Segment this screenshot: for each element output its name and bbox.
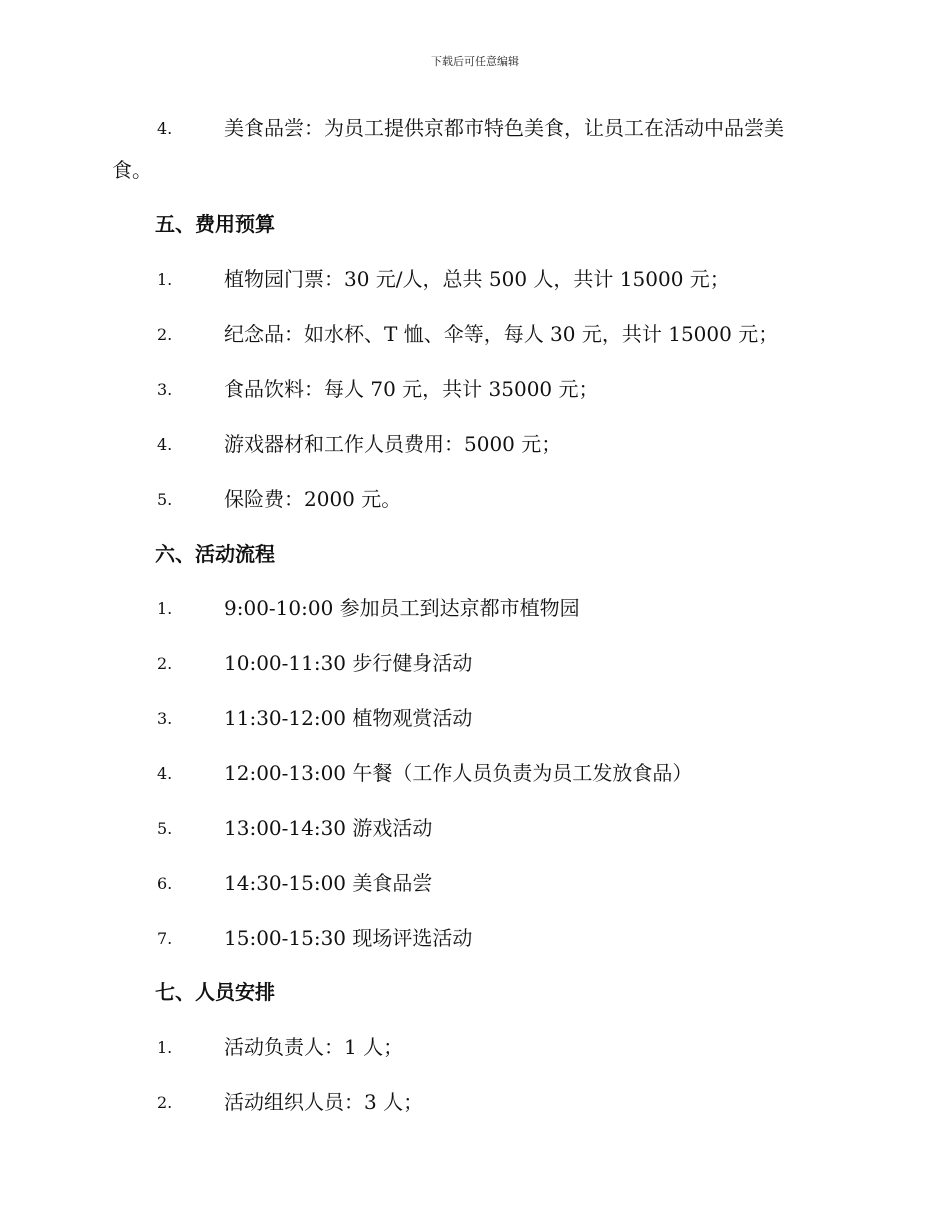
section-heading-process: 六、活动流程 <box>155 542 275 566</box>
list-number: 1. <box>157 1038 173 1057</box>
list-number: 6. <box>157 874 173 893</box>
list-item-text: 14:30-15:00 美食品尝 <box>224 871 433 895</box>
list-item-text: 活动组织人员：3 人； <box>224 1090 424 1114</box>
list-number: 4. <box>157 119 173 138</box>
list-number: 2. <box>157 325 173 344</box>
list-item-text: 保险费：2000 元。 <box>224 487 402 511</box>
list-item-text: 10:00-11:30 步行健身活动 <box>224 651 473 675</box>
list-number: 7. <box>157 929 173 948</box>
list-item-text: 纪念品：如水杯、T 恤、伞等，每人 30 元，共计 15000 元； <box>224 322 779 346</box>
list-number: 3. <box>157 380 173 399</box>
section-heading-staff: 七、人员安排 <box>155 980 275 1004</box>
list-number: 2. <box>157 654 173 673</box>
list-item-text: 活动负责人：1 人； <box>224 1035 404 1059</box>
list-number: 1. <box>157 599 173 618</box>
list-item-text: 12:00-13:00 午餐（工作人员负责为员工发放食品） <box>224 761 693 785</box>
page-header: 下载后可任意编辑 <box>431 55 519 68</box>
list-item-text: 植物园门票：30 元/人，总共 500 人，共计 15000 元； <box>224 267 730 291</box>
list-item-text: 美食品尝：为员工提供京都市特色美食，让员工在活动中品尝美 <box>224 116 784 140</box>
list-number: 3. <box>157 709 173 728</box>
list-number: 5. <box>157 490 173 509</box>
list-number: 1. <box>157 270 173 289</box>
list-item-text: 9:00-10:00 参加员工到达京都市植物园 <box>224 596 580 620</box>
list-item-text: 游戏器材和工作人员费用：5000 元； <box>224 432 562 456</box>
list-item-text: 11:30-12:00 植物观赏活动 <box>224 706 473 730</box>
list-number: 5. <box>157 819 173 838</box>
list-item-text: 15:00-15:30 现场评选活动 <box>224 926 473 950</box>
list-item-text-continued: 食。 <box>112 158 152 182</box>
list-number: 4. <box>157 435 173 454</box>
section-heading-budget: 五、费用预算 <box>155 212 275 236</box>
list-item-text: 食品饮料：每人 70 元，共计 35000 元； <box>224 377 599 401</box>
list-number: 2. <box>157 1093 173 1112</box>
list-number: 4. <box>157 764 173 783</box>
list-item-text: 13:00-14:30 游戏活动 <box>224 816 433 840</box>
